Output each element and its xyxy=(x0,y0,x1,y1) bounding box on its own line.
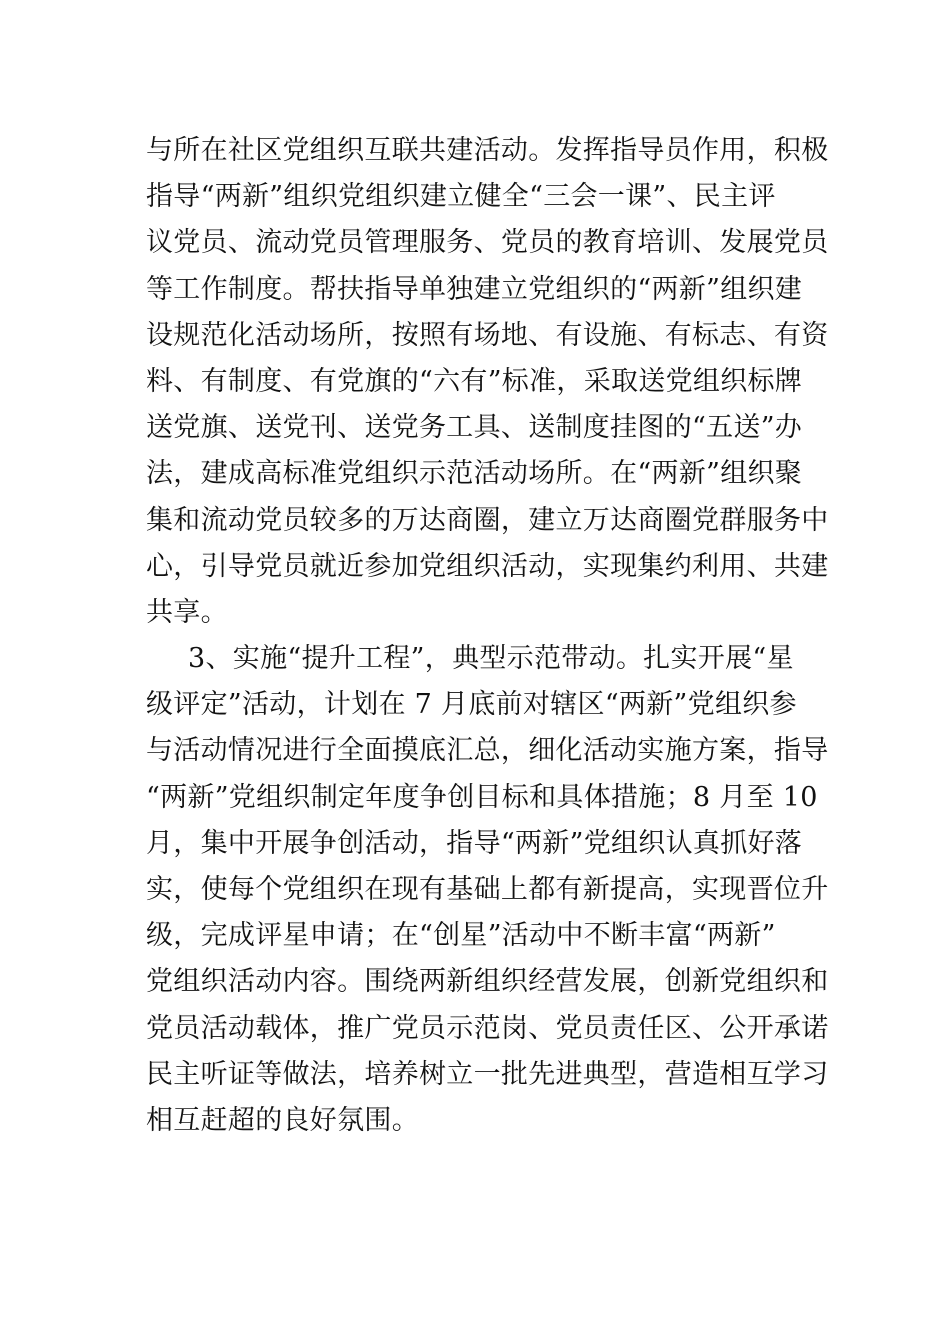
text-line: 共享。 xyxy=(146,596,228,628)
text-line: 指导“两新”组织党组织建立健全“三会一课”、民主评 xyxy=(146,181,776,213)
text-line: 月，集中开展争创活动，指导“两新”党组织认真抓好落 xyxy=(146,827,803,859)
text-line: 民主听证等做法，培养树立一批先进典型，营造相互学习 xyxy=(146,1058,829,1090)
text-line: 与活动情况进行全面摸底汇总，细化活动实施方案，指导 xyxy=(146,735,829,767)
text-line: “两新”党组织制定年度争创目标和具体措施；8 月至 10 xyxy=(146,781,818,813)
text-line: 相互赶超的良好氛围。 xyxy=(146,1104,419,1136)
paragraph-upgrade-project xyxy=(146,636,829,1144)
text-line: 实，使每个党组织在现有基础上都有新提高，实现晋位升 xyxy=(146,874,829,905)
text-line: 料、有制度、有党旗的“六有”标准，采取送党组织标牌 xyxy=(146,365,803,397)
text-line: 级，完成评星申请；在“创星”活动中不断丰富“两新” xyxy=(146,920,776,952)
text-line: 送党旗、送党刊、送党务工具、送制度挂图的“五送”办 xyxy=(146,412,803,444)
text-line: 3、实施“提升工程”，典型示范带动。扎实开展“星 xyxy=(188,643,794,675)
text-line: 党员活动载体，推广党员示范岗、党员责任区、公开承诺 xyxy=(146,1012,829,1044)
text-line: 党组织活动内容。围绕两新组织经营发展，创新党组织和 xyxy=(146,966,829,998)
text-line: 法，建成高标准党组织示范活动场所。在“两新”组织聚 xyxy=(146,458,803,490)
paragraph-community-joint-building xyxy=(146,128,829,636)
text-line: 级评定”活动，计划在 7 月底前对辖区“两新”党组织参 xyxy=(146,689,797,721)
text-line: 议党员、流动党员管理服务、党员的教育培训、发展党员 xyxy=(146,227,829,259)
text-line: 设规范化活动场所，按照有场地、有设施、有标志、有资 xyxy=(146,319,829,351)
text-line: 等工作制度。帮扶指导单独建立党组织的“两新”组织建 xyxy=(146,273,803,305)
text-line: 与所在社区党组织互联共建活动。发挥指导员作用，积极 xyxy=(146,135,829,166)
text-line: 心，引导党员就近参加党组织活动，实现集约利用、共建 xyxy=(146,550,829,582)
document-body xyxy=(146,128,829,1144)
text-line: 集和流动党员较多的万达商圈，建立万达商圈党群服务中 xyxy=(146,504,829,536)
